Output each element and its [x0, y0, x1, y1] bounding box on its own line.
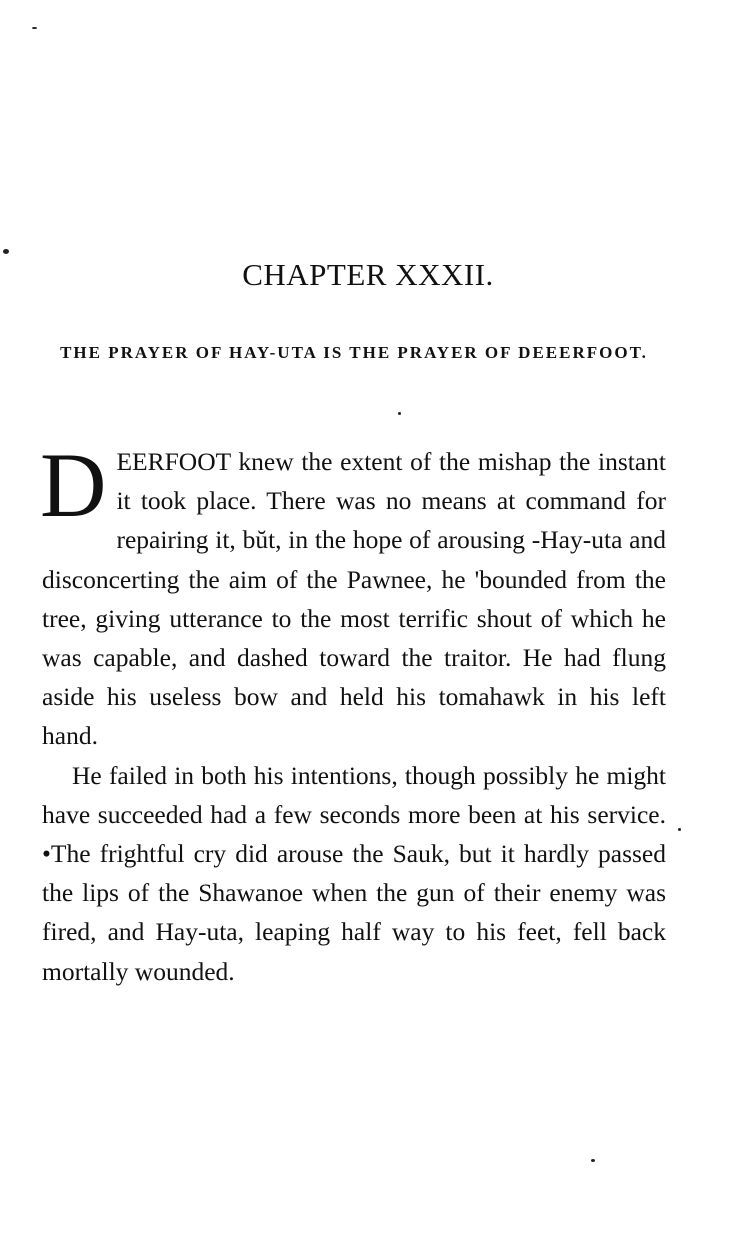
chapter-subtitle: THE PRAYER OF HAY-UTA IS THE PRAYER OF DEEERFOOT. [60, 343, 648, 362]
paragraph-1 [40, 434, 666, 756]
scan-speck [398, 412, 401, 415]
scan-speck [678, 828, 681, 831]
scan-speck [32, 27, 37, 29]
paragraph-2: He failed in both his intentions, though possibly he might have succeeded had a few seconds more been at his service. •The frightful cry did arouse the Sauk, but it hardly passed the lips of the Shawanoe when the gun of their enemy was fired, and Hay-uta, leaping half way to his feet, fell back mortally wounded. [42, 760, 666, 986]
drop-cap: D [40, 434, 107, 536]
scan-speck [3, 249, 9, 254]
paragraph-1-text: EERFOOT knew the extent of the mishap the instant it took place. There was no means at command for repairing it, bŭt, in the hope of arousing -Hay-uta and disconcerting the aim of the Pawnee, he 'bounded from the tree, giving utterance to the most terrific shout of which he was capable, and dashed toward the traitor. He had flung aside his useless bow and held his tomahawk in his left hand. [42, 447, 666, 751]
chapter-body [40, 434, 666, 991]
scan-speck [591, 1159, 595, 1162]
chapter-title: CHAPTER XXXII. [242, 257, 494, 292]
